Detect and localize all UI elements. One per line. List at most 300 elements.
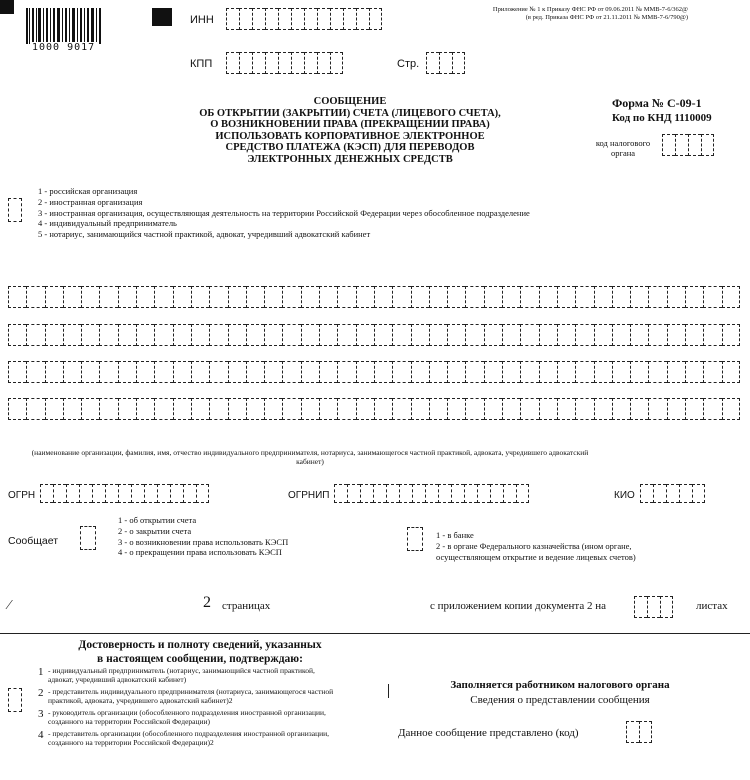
- form-title-line: О ВОЗНИКНОВЕНИИ ПРАВА (ПРЕКРАЩЕНИИ ПРАВА): [210, 119, 490, 130]
- input-cell[interactable]: [626, 721, 639, 743]
- name-cell[interactable]: [520, 286, 538, 308]
- name-cell[interactable]: [209, 398, 227, 420]
- input-cell[interactable]: [317, 8, 330, 30]
- name-cell[interactable]: [520, 361, 538, 383]
- name-cell[interactable]: [594, 286, 612, 308]
- name-cell[interactable]: [612, 324, 630, 346]
- name-cell[interactable]: [81, 398, 99, 420]
- pages-label: страницах: [222, 600, 271, 612]
- report-option: 4 - о прекращении права использовать КЭСП: [118, 547, 282, 558]
- order-note: [478, 6, 688, 22]
- name-cell[interactable]: [630, 361, 648, 383]
- name-cell[interactable]: [648, 324, 666, 346]
- name-cell[interactable]: [8, 398, 26, 420]
- confirm-option: [38, 666, 338, 684]
- input-cell[interactable]: [675, 134, 688, 156]
- sheets-label: листах: [696, 600, 728, 612]
- input-cell[interactable]: [196, 484, 209, 503]
- report-option: 3 - о возникновении права использовать КЭСП: [118, 536, 289, 547]
- inn-label: ИНН: [190, 14, 214, 26]
- name-cell[interactable]: [539, 398, 557, 420]
- name-cell[interactable]: [118, 398, 136, 420]
- confirm-heading-line1: Достоверность и полноту сведений, указанных: [78, 639, 322, 651]
- name-cell[interactable]: [374, 398, 392, 420]
- name-cell[interactable]: [429, 398, 447, 420]
- input-cell[interactable]: [477, 484, 490, 503]
- name-cell[interactable]: [502, 286, 520, 308]
- name-cell[interactable]: [575, 398, 593, 420]
- name-cell[interactable]: [667, 398, 685, 420]
- input-cell[interactable]: [183, 484, 196, 503]
- input-cell[interactable]: [452, 52, 465, 74]
- org-type-cell[interactable]: [8, 198, 22, 222]
- input-cell[interactable]: [144, 484, 157, 503]
- pages-mark: ⁄: [8, 598, 11, 613]
- name-cell[interactable]: [502, 398, 520, 420]
- name-cell[interactable]: [429, 361, 447, 383]
- ogrn-cells[interactable]: [40, 484, 209, 503]
- name-cell[interactable]: [45, 286, 63, 308]
- confirm-option: [38, 687, 338, 705]
- corner-marker-right: [152, 8, 172, 26]
- corner-marker-left: [0, 0, 14, 14]
- office-heading: Заполняется работником налогового органа: [450, 679, 670, 691]
- name-cell[interactable]: [594, 361, 612, 383]
- input-cell[interactable]: [373, 484, 386, 503]
- name-cell[interactable]: [191, 361, 209, 383]
- input-cell[interactable]: [343, 8, 356, 30]
- name-cell[interactable]: [173, 361, 191, 383]
- input-cell[interactable]: [662, 134, 675, 156]
- input-cell[interactable]: [317, 52, 330, 74]
- name-cell[interactable]: [246, 286, 264, 308]
- name-cell[interactable]: [63, 286, 81, 308]
- name-cell[interactable]: [502, 324, 520, 346]
- input-cell[interactable]: [226, 52, 239, 74]
- name-cell[interactable]: [465, 324, 483, 346]
- name-cell[interactable]: [246, 398, 264, 420]
- input-cell[interactable]: [503, 484, 516, 503]
- input-cell[interactable]: [653, 484, 666, 503]
- input-cell[interactable]: [451, 484, 464, 503]
- confirm-option-number: 3: [38, 708, 44, 720]
- name-cell[interactable]: [209, 324, 227, 346]
- name-cell[interactable]: [685, 398, 703, 420]
- report-place-option: 1 - в банке: [436, 530, 474, 540]
- input-cell[interactable]: [660, 596, 673, 618]
- name-cell[interactable]: [154, 324, 172, 346]
- ogrnip-label: ОГРНИП: [288, 490, 330, 501]
- order-note-text: Приложение № 1 к Приказу ФНС РФ от 09.06.2011 № ММВ-7-6/362@: [492, 6, 688, 13]
- name-cell[interactable]: [356, 286, 374, 308]
- name-cell[interactable]: [703, 398, 721, 420]
- name-cell[interactable]: [429, 286, 447, 308]
- name-cell[interactable]: [136, 361, 154, 383]
- kpp-label: КПП: [190, 58, 213, 70]
- input-cell[interactable]: [304, 8, 317, 30]
- name-cell[interactable]: [722, 286, 740, 308]
- name-cell[interactable]: [392, 398, 410, 420]
- name-cell[interactable]: [465, 361, 483, 383]
- name-cell[interactable]: [667, 324, 685, 346]
- name-cell[interactable]: [228, 361, 246, 383]
- name-cell[interactable]: [520, 324, 538, 346]
- name-cell[interactable]: [319, 398, 337, 420]
- name-cell[interactable]: [648, 286, 666, 308]
- kio-label: КИО: [614, 490, 635, 501]
- form-title-line: ОБ ОТКРЫТИИ (ЗАКРЫТИИ) СЧЕТА (ЛИЦЕВОГО СЧЕТА),: [199, 107, 501, 119]
- input-cell[interactable]: [334, 484, 347, 503]
- name-cell[interactable]: [118, 286, 136, 308]
- name-cell[interactable]: [173, 286, 191, 308]
- name-cell[interactable]: [301, 286, 319, 308]
- name-cell[interactable]: [630, 398, 648, 420]
- name-cell[interactable]: [557, 361, 575, 383]
- name-cell[interactable]: [465, 398, 483, 420]
- name-cell[interactable]: [26, 398, 44, 420]
- input-cell[interactable]: [291, 52, 304, 74]
- name-cell[interactable]: [191, 286, 209, 308]
- name-cell[interactable]: [630, 286, 648, 308]
- name-cell[interactable]: [575, 324, 593, 346]
- input-cell[interactable]: [330, 52, 343, 74]
- name-cell[interactable]: [594, 398, 612, 420]
- input-cell[interactable]: [439, 52, 452, 74]
- form-title-line: ЭЛЕКТРОННЫХ ДЕНЕЖНЫХ СРЕДСТВ: [247, 153, 453, 165]
- ogrnip-cells[interactable]: [334, 484, 529, 503]
- input-cell[interactable]: [92, 484, 105, 503]
- confirm-options: [38, 666, 338, 750]
- input-cell[interactable]: [291, 8, 304, 30]
- name-cell[interactable]: [411, 286, 429, 308]
- name-cell[interactable]: [45, 361, 63, 383]
- name-cell[interactable]: [337, 286, 355, 308]
- name-cell[interactable]: [8, 361, 26, 383]
- confirm-option-text: - руководитель организации (обособленного подразделения иностранной организации, созданного на территории Российской Федерации): [48, 708, 326, 726]
- name-cell[interactable]: [191, 324, 209, 346]
- name-cell[interactable]: [173, 324, 191, 346]
- name-cell[interactable]: [356, 361, 374, 383]
- name-cell[interactable]: [99, 324, 117, 346]
- input-cell[interactable]: [105, 484, 118, 503]
- name-cell[interactable]: [319, 324, 337, 346]
- name-cell[interactable]: [374, 361, 392, 383]
- input-cell[interactable]: [239, 8, 252, 30]
- input-cell[interactable]: [347, 484, 360, 503]
- confirm-option-number: 4: [38, 729, 44, 741]
- name-cell[interactable]: [63, 361, 81, 383]
- name-cell[interactable]: [557, 398, 575, 420]
- name-row-4[interactable]: [8, 398, 740, 420]
- input-cell[interactable]: [634, 596, 647, 618]
- page-label: Стр.: [397, 58, 420, 70]
- name-cell[interactable]: [484, 361, 502, 383]
- input-cell[interactable]: [79, 484, 92, 503]
- name-cell[interactable]: [392, 286, 410, 308]
- name-cell[interactable]: [594, 324, 612, 346]
- report-option: 1 - об открытии счета: [118, 515, 197, 525]
- input-cell[interactable]: [239, 52, 252, 74]
- input-cell[interactable]: [688, 134, 701, 156]
- form-title-line: СРЕДСТВО ПЛАТЕЖА (КЭСП) ДЛЯ ПЕРЕВОДОВ: [225, 142, 475, 153]
- name-cell[interactable]: [667, 361, 685, 383]
- name-cell[interactable]: [301, 398, 319, 420]
- name-cell[interactable]: [520, 398, 538, 420]
- name-cell[interactable]: [319, 286, 337, 308]
- name-cell[interactable]: [136, 398, 154, 420]
- name-cell[interactable]: [8, 286, 26, 308]
- confirm-option-text: - представитель индивидуального предпринимателя (нотариуса, занимающегося частной практикой, адвоката, учредившего адвокатский кабинет)2: [48, 687, 334, 705]
- name-cell[interactable]: [685, 324, 703, 346]
- confirm-type-cell[interactable]: [8, 688, 22, 712]
- name-cell[interactable]: [685, 361, 703, 383]
- input-cell[interactable]: [464, 484, 477, 503]
- org-type-option: 5 - нотариус, занимающийся частной практикой, адвокат, учредивший адвокатский кабинет: [38, 229, 371, 240]
- name-cell[interactable]: [282, 398, 300, 420]
- name-cell[interactable]: [374, 324, 392, 346]
- name-cell[interactable]: [118, 324, 136, 346]
- name-cell[interactable]: [648, 398, 666, 420]
- name-cell[interactable]: [557, 286, 575, 308]
- name-cell[interactable]: [575, 286, 593, 308]
- name-cell[interactable]: [612, 286, 630, 308]
- name-cell[interactable]: [282, 324, 300, 346]
- input-cell[interactable]: [360, 484, 373, 503]
- name-cell[interactable]: [465, 286, 483, 308]
- name-cell[interactable]: [282, 361, 300, 383]
- knd-code: Код по КНД 1110009: [612, 112, 712, 124]
- input-cell[interactable]: [425, 484, 438, 503]
- name-cell[interactable]: [282, 286, 300, 308]
- form-title-line: ИСПОЛЬЗОВАТЬ КОРПОРАТИВНОЕ ЭЛЕКТРОННОЕ: [215, 130, 485, 142]
- input-cell[interactable]: [369, 8, 382, 30]
- input-cell[interactable]: [252, 52, 265, 74]
- input-cell[interactable]: [66, 484, 79, 503]
- name-cell[interactable]: [228, 398, 246, 420]
- name-row-1[interactable]: [8, 286, 740, 308]
- name-cell[interactable]: [118, 361, 136, 383]
- name-cell[interactable]: [411, 398, 429, 420]
- name-cell[interactable]: [191, 398, 209, 420]
- name-cell[interactable]: [722, 361, 740, 383]
- report-place-options: [436, 530, 686, 562]
- page-cells[interactable]: [426, 52, 465, 74]
- input-cell[interactable]: [226, 8, 239, 30]
- name-cell[interactable]: [447, 286, 465, 308]
- input-cell[interactable]: [304, 52, 317, 74]
- input-cell[interactable]: [679, 484, 692, 503]
- name-cell[interactable]: [264, 324, 282, 346]
- name-row-2[interactable]: [8, 324, 740, 346]
- attachment-sheets-cells[interactable]: [634, 596, 673, 618]
- input-cell[interactable]: [118, 484, 131, 503]
- input-cell[interactable]: [412, 484, 425, 503]
- name-cell[interactable]: [557, 324, 575, 346]
- name-cell[interactable]: [173, 398, 191, 420]
- input-cell[interactable]: [647, 596, 660, 618]
- name-cell[interactable]: [26, 286, 44, 308]
- form-title-line: СООБЩЕНИЕ: [313, 96, 387, 107]
- name-cell[interactable]: [81, 286, 99, 308]
- name-cell[interactable]: [264, 286, 282, 308]
- attachments-label: с приложением копии документа 2 на: [430, 600, 606, 612]
- org-type-option: 3 - иностранная организация, осуществляющая деятельность на территории Российской Федерации через обособленное подразделение: [38, 207, 530, 218]
- input-cell[interactable]: [278, 52, 291, 74]
- input-cell[interactable]: [490, 484, 503, 503]
- name-cell[interactable]: [447, 398, 465, 420]
- name-cell[interactable]: [612, 361, 630, 383]
- input-cell[interactable]: [157, 484, 170, 503]
- name-cell[interactable]: [63, 398, 81, 420]
- name-cell[interactable]: [392, 324, 410, 346]
- name-cell[interactable]: [154, 398, 172, 420]
- input-cell[interactable]: [356, 8, 369, 30]
- confirm-option-number: 2: [38, 687, 44, 699]
- name-cell[interactable]: [429, 324, 447, 346]
- presented-label: Данное сообщение представлено (код): [398, 727, 579, 739]
- report-label: Сообщает: [8, 535, 59, 547]
- name-cell[interactable]: [575, 361, 593, 383]
- name-cell[interactable]: [264, 398, 282, 420]
- name-cell[interactable]: [209, 361, 227, 383]
- input-cell[interactable]: [639, 721, 652, 743]
- name-cell[interactable]: [264, 361, 282, 383]
- input-cell[interactable]: [53, 484, 66, 503]
- name-cell[interactable]: [502, 361, 520, 383]
- report-type-cell[interactable]: [80, 526, 96, 550]
- form-title: [150, 96, 550, 165]
- input-cell[interactable]: [438, 484, 451, 503]
- name-cell[interactable]: [99, 398, 117, 420]
- input-cell[interactable]: [330, 8, 343, 30]
- org-type-option: 4 - индивидуальный предприниматель: [38, 218, 177, 229]
- name-cell[interactable]: [136, 324, 154, 346]
- name-cell[interactable]: [411, 361, 429, 383]
- input-cell[interactable]: [666, 484, 679, 503]
- ogrn-label: ОГРН: [8, 490, 36, 501]
- name-cell[interactable]: [539, 361, 557, 383]
- name-cell[interactable]: [722, 324, 740, 346]
- input-cell[interactable]: [252, 8, 265, 30]
- name-cell[interactable]: [484, 398, 502, 420]
- section-divider: [0, 633, 750, 634]
- name-cell[interactable]: [209, 286, 227, 308]
- name-cell[interactable]: [45, 398, 63, 420]
- kpp-cells[interactable]: [226, 52, 343, 74]
- name-cell[interactable]: [319, 361, 337, 383]
- name-cell[interactable]: [612, 398, 630, 420]
- name-cell[interactable]: [703, 361, 721, 383]
- org-type-option: 2 - иностранная организация: [38, 196, 143, 207]
- name-cell[interactable]: [374, 286, 392, 308]
- name-cell[interactable]: [337, 324, 355, 346]
- name-cell[interactable]: [246, 324, 264, 346]
- name-cell[interactable]: [8, 324, 26, 346]
- input-cell[interactable]: [516, 484, 529, 503]
- confirm-option-text: - индивидуальный предприниматель (нотариус, занимающийся частной практикой, адвокат, учредивший адвокатский кабинет): [48, 666, 315, 684]
- input-cell[interactable]: [278, 8, 291, 30]
- report-options: [118, 515, 368, 558]
- name-cell[interactable]: [630, 324, 648, 346]
- input-cell[interactable]: [386, 484, 399, 503]
- name-cell[interactable]: [539, 286, 557, 308]
- name-cell[interactable]: [136, 286, 154, 308]
- input-cell[interactable]: [399, 484, 412, 503]
- tax-authority-code-cells[interactable]: [662, 134, 714, 156]
- name-cell[interactable]: [447, 361, 465, 383]
- name-cell[interactable]: [703, 286, 721, 308]
- name-cell[interactable]: [154, 361, 172, 383]
- office-divider: [388, 684, 389, 698]
- report-place-option: 2 - в органе Федерального казначейства (ином органе, осуществляющем открытие и ведение лицевых счетов): [436, 540, 636, 562]
- name-cell[interactable]: [648, 361, 666, 383]
- name-cell[interactable]: [484, 324, 502, 346]
- name-cell[interactable]: [228, 324, 246, 346]
- name-cell[interactable]: [301, 361, 319, 383]
- name-row-3[interactable]: [8, 361, 740, 383]
- name-cell[interactable]: [26, 324, 44, 346]
- name-caption: (наименование организации, фамилия, имя, отчество индивидуального предпринимателя, нотариуса, занимающегося частной практикой, адвоката, учредившего адвокатский кабинет): [31, 448, 589, 466]
- presented-code-cells[interactable]: [626, 721, 652, 743]
- name-cell[interactable]: [81, 324, 99, 346]
- input-cell[interactable]: [265, 8, 278, 30]
- name-cell[interactable]: [539, 324, 557, 346]
- name-cell[interactable]: [392, 361, 410, 383]
- input-cell[interactable]: [426, 52, 439, 74]
- inn-cells[interactable]: [226, 8, 382, 30]
- order-note-edit: (в ред. Приказа ФНС РФ от 21.11.2011 № ММВ-7-6/790@): [525, 14, 688, 21]
- confirm-heading-line2: в настоящем сообщении, подтверждаю:: [97, 653, 303, 665]
- name-cell[interactable]: [301, 324, 319, 346]
- confirm-option-number: 1: [38, 666, 44, 678]
- input-cell[interactable]: [692, 484, 705, 503]
- input-cell[interactable]: [640, 484, 653, 503]
- name-cell[interactable]: [63, 324, 81, 346]
- input-cell[interactable]: [131, 484, 144, 503]
- name-cell[interactable]: [228, 286, 246, 308]
- name-cell[interactable]: [703, 324, 721, 346]
- kio-cells[interactable]: [640, 484, 705, 503]
- name-cell[interactable]: [81, 361, 99, 383]
- name-cell[interactable]: [45, 324, 63, 346]
- report-place-cell[interactable]: [407, 527, 423, 551]
- office-subheading: Сведения о представлении сообщения: [470, 694, 650, 706]
- input-cell[interactable]: [40, 484, 53, 503]
- name-cell[interactable]: [411, 324, 429, 346]
- name-cell[interactable]: [154, 286, 172, 308]
- name-cell[interactable]: [337, 361, 355, 383]
- input-cell[interactable]: [701, 134, 714, 156]
- name-cell[interactable]: [356, 398, 374, 420]
- name-cell[interactable]: [685, 286, 703, 308]
- name-cell[interactable]: [99, 361, 117, 383]
- input-cell[interactable]: [265, 52, 278, 74]
- input-cell[interactable]: [170, 484, 183, 503]
- tax-authority-code-label: код налогового органа: [595, 138, 651, 158]
- name-cell[interactable]: [26, 361, 44, 383]
- name-cell[interactable]: [722, 398, 740, 420]
- barcode-number: 1000 9017: [32, 42, 96, 53]
- name-cell[interactable]: [667, 286, 685, 308]
- name-cell[interactable]: [356, 324, 374, 346]
- form-number: Форма № С-09-1: [612, 96, 702, 110]
- barcode-icon: [26, 8, 102, 44]
- name-cell[interactable]: [447, 324, 465, 346]
- name-cell[interactable]: [484, 286, 502, 308]
- name-cell[interactable]: [99, 286, 117, 308]
- name-cell[interactable]: [246, 361, 264, 383]
- name-cell[interactable]: [337, 398, 355, 420]
